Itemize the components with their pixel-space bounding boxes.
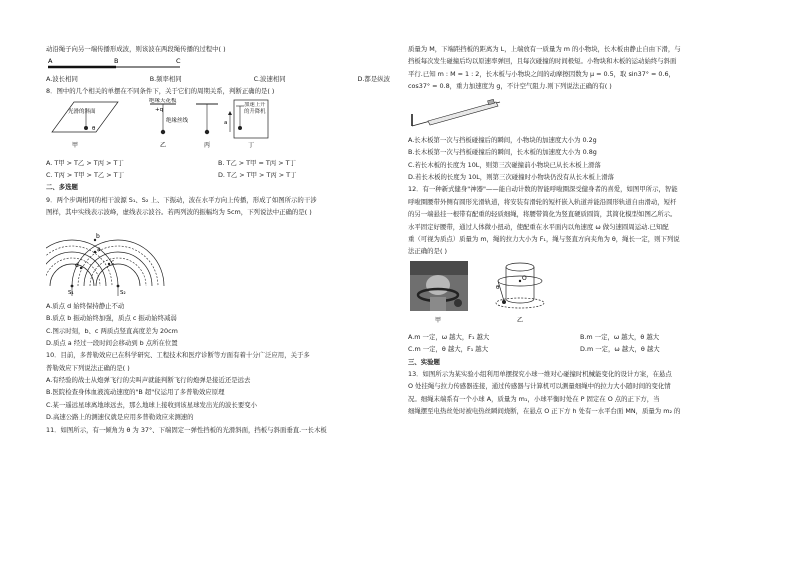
q13-stem-line-4: 细绳摆至电热丝处时被电热丝瞬间烧断，在悬点 O 正下方 h 处有一水平台面 MN，质量为 m₂ 的 [408, 407, 681, 416]
q10-stem-line-1: 10．目前，多普勒效应已在科学研究、工程技术和医疗诊断等方面有着十分广泛应用，关于多 [46, 351, 310, 360]
q9-point-a: a [97, 245, 101, 253]
q8-charge-label: +q [155, 107, 164, 114]
q8-theta-label: θ [92, 126, 96, 133]
q8-options-row-1 [46, 158, 390, 170]
q7-option-a[interactable]: A.波长相同 [46, 74, 78, 83]
q11-cont-line-4: cos37° = 0.8，重力加速度为 g，不计空气阻力.则下列说法正确的有( ) [408, 82, 612, 91]
q7-option-c[interactable]: C.波速相同 [253, 74, 286, 83]
q8-option-b[interactable]: B. T乙 > T甲 = T丙 > T丁 [218, 158, 296, 167]
q11-cont-line-2: 挡板每次发生碰撞后均以原速率弹回，且每次碰撞的时间极短。小物块和木板的运动始终与斜面 [408, 57, 677, 66]
q9-option-b[interactable]: B.质点 b 振动始终加强，质点 c 振动始终减弱 [46, 314, 177, 323]
q7-option-d[interactable]: D.都是纵波 [357, 74, 390, 83]
q10-option-d[interactable]: D.高速公路上的测速仪就是应用多普勒效应来测速的 [46, 413, 194, 422]
q12-options-row-2 [408, 344, 752, 356]
q12-theta: θ [496, 284, 500, 291]
q12-stem-line-5: 重（可视为质点）质量为 m，绳的拉力大小为 F₁，绳与竖直方向夹角为 θ，绳长一定，则下列说 [408, 234, 680, 243]
section-experiment-heading: 三、实验题 [408, 357, 440, 366]
q9-source-s2: S₂ [120, 289, 126, 296]
q13-stem-line-1: 13．如图所示为某实验小组利用单摆探究小球一维对心碰撞时机械能变化的设计方案，在悬点 [408, 370, 672, 379]
q8-option-d[interactable]: D. T乙 > T甲 > T丙 > T丁 [218, 170, 297, 179]
q7-label-a: A [48, 57, 53, 66]
q9-point-b: b [96, 232, 100, 240]
q9-source-s1: S₁ [68, 289, 74, 296]
q11-cont-line-1: 质量为 M，下端距挡板的距离为 L，上端放有一质量为 m 的小物块，长木板由静止自由下滑，与 [408, 45, 681, 53]
q8-line-label: 绝缘丝线 [166, 118, 189, 125]
q13-stem-line-2: O 处挂绳与拉力传感器连接，通过传感器与计算机可以测量细绳中的拉力大小随时间的变化情 [408, 382, 671, 391]
q11-option-d[interactable]: D.若长木板的长度为 10L，则第三次碰撞时小物块仍没有从长木板上滑落 [408, 172, 615, 181]
q7-label-b: B [114, 57, 119, 66]
q12-jia-label: 甲 [435, 316, 442, 324]
q7-options [46, 74, 390, 86]
q8-ceiling-label: 绝缘天花板 [149, 98, 177, 105]
q11-stem: 11．如图所示，有一倾角为 θ 为 37°、下端固定一弹性挡板的光滑斜面，挡板与斜面垂直.一长木板 [46, 425, 327, 434]
q12-hula-hoop-figure [408, 259, 608, 329]
q9-interference-figure [46, 220, 166, 298]
q12-stem-line-1: 12．有一种新式健身"神器"——能自动计数的智能呼啦圈深受健身者的喜爱，如图甲所示，智能 [408, 185, 678, 194]
q8-pendulum-figure [46, 98, 346, 154]
q12-option-b[interactable]: B.m 一定，ω 越大，θ 越大 [580, 332, 660, 341]
q9-option-a[interactable]: A.质点 d 始终保持静止不动 [46, 301, 125, 310]
q8-accel-label: a [224, 120, 228, 127]
right-column [408, 44, 752, 419]
q12-center-o: O [522, 274, 527, 282]
q11-incline-figure [408, 94, 508, 132]
q12-options-row-1 [408, 332, 752, 344]
q12-stem-line-2: 呼啦圈腰带外侧有圆形光滑轨道，将安装有滑轮的短杆嵌入轨道并能沿圆形轨道自由滑动，短杆 [408, 197, 677, 206]
q9-option-c[interactable]: C.图示时刻，b、c 两质点竖直高度差为 20cm [46, 326, 178, 335]
q13-stem-line-3: 况。细绳末端系有一个小球 A，质量为 m₁，小球平衡时处在 P 固定在 O 点的正下方，当 [408, 394, 660, 403]
section-multi-choice-heading: 二、多选题 [46, 183, 78, 192]
q10-option-b[interactable]: B.医院检查身体血液流动速度的"B 超"仪运用了多普勒效应原理 [46, 388, 225, 397]
q12-option-a[interactable]: A.m 一定，ω 越大，F₁ 越大 [408, 332, 490, 341]
q10-stem-line-2: 普勒效应下列说法正确的是( ) [46, 363, 130, 372]
q10-option-c[interactable]: C.某一遥远星球离地球远去，那么地球上接收到该星球发出光的波长要变小 [46, 400, 257, 409]
q7-option-b[interactable]: B.频率相同 [149, 74, 182, 83]
q11-option-a[interactable]: A.长木板第一次与挡板碰撞后的瞬间，小物块的加速度大小为 0.2g [408, 135, 597, 144]
q12-stem-line-6: 法正确的是( ) [408, 247, 447, 256]
left-column [46, 44, 390, 437]
q9-stem-line-1: 9．两个步调相同的相干波源 S₁、S₂ 上、下振动，波在水平方向上传播，形成了如图所示的干涉 [46, 195, 317, 204]
q8-fig-yi [149, 98, 189, 149]
q9-stem-line-2: 图样，其中实线表示波峰，虚线表示波谷。若两列波的振幅均为 5cm，下列说法中正确的是( ) [46, 208, 312, 217]
q11-option-b[interactable]: B.长木板第一次与挡板碰撞后的瞬间，长木板的加速度大小为 0.8g [408, 148, 597, 157]
q10-option-a[interactable]: A.有经验的战士从炮弹飞行的尖叫声就能判断飞行的炮弹是接近还是远去 [46, 376, 251, 385]
q8-jia-label: 甲 [72, 142, 79, 150]
q11-option-c[interactable]: C.若长木板的长度为 10L，则第三次碰撞前小物块已从长木板上滑落 [408, 160, 601, 169]
q8-fig-ding [224, 100, 268, 149]
q8-bing-label: 丙 [204, 142, 211, 150]
q8-options-row-2 [46, 170, 390, 182]
q8-elevator-label: 加速上升的升降机 [244, 102, 266, 116]
q8-stem: 8．图中的几个相关的单摆在不同条件下，关于它们的周期关系，判断正确的是( ) [46, 86, 275, 95]
q8-fig-jia [52, 102, 118, 149]
q8-yi-label: 乙 [160, 142, 167, 150]
q9-point-d: d [75, 261, 79, 269]
q12-option-d[interactable]: D.m 一定，ω 越大，θ 越大 [580, 345, 660, 354]
q8-option-c[interactable]: C. T丙 > T甲 > T乙 > T丁 [46, 170, 124, 179]
q7-label-c: C [176, 57, 181, 66]
q7-stem-tail: 动沿绳子向另一端传播形成波，则该波在两段绳传播的过程中( ) [46, 45, 226, 53]
q8-fig-bing [196, 104, 218, 149]
q8-ding-label: 丁 [248, 142, 255, 150]
q8-option-a[interactable]: A. T甲 > T乙 > T丙 > T丁 [46, 158, 124, 167]
q9-point-c: c [111, 258, 115, 266]
q7-rope-figure [46, 56, 196, 70]
q12-yi-label: 乙 [517, 316, 524, 324]
q12-option-c[interactable]: C.m 一定，θ 越大，F₁ 越大 [408, 345, 489, 354]
q11-cont-line-3: 平行.已知 m : M = 1 : 2，长木板与小物块之间的动摩擦因数为 μ = 0.5，取 sin37° = 0.6， [408, 69, 675, 78]
q12-stem-line-3: 的另一端悬挂一根带有配重的轻质细绳，将腰带简化为竖直硬质圆筒，其简化模型如图乙所示。 [408, 210, 677, 219]
q12-stem-line-4: 水平固定好腰带，通过人体微小扭动，使配重在水平面内以角速度 ω 做匀速圆周运动.已知配 [408, 222, 669, 231]
q8-smooth-slope-label: 光滑的斜面 [68, 109, 96, 116]
q9-option-d[interactable]: D.质点 a 经过一段时间会移动到 b 点所在位置 [46, 338, 178, 347]
